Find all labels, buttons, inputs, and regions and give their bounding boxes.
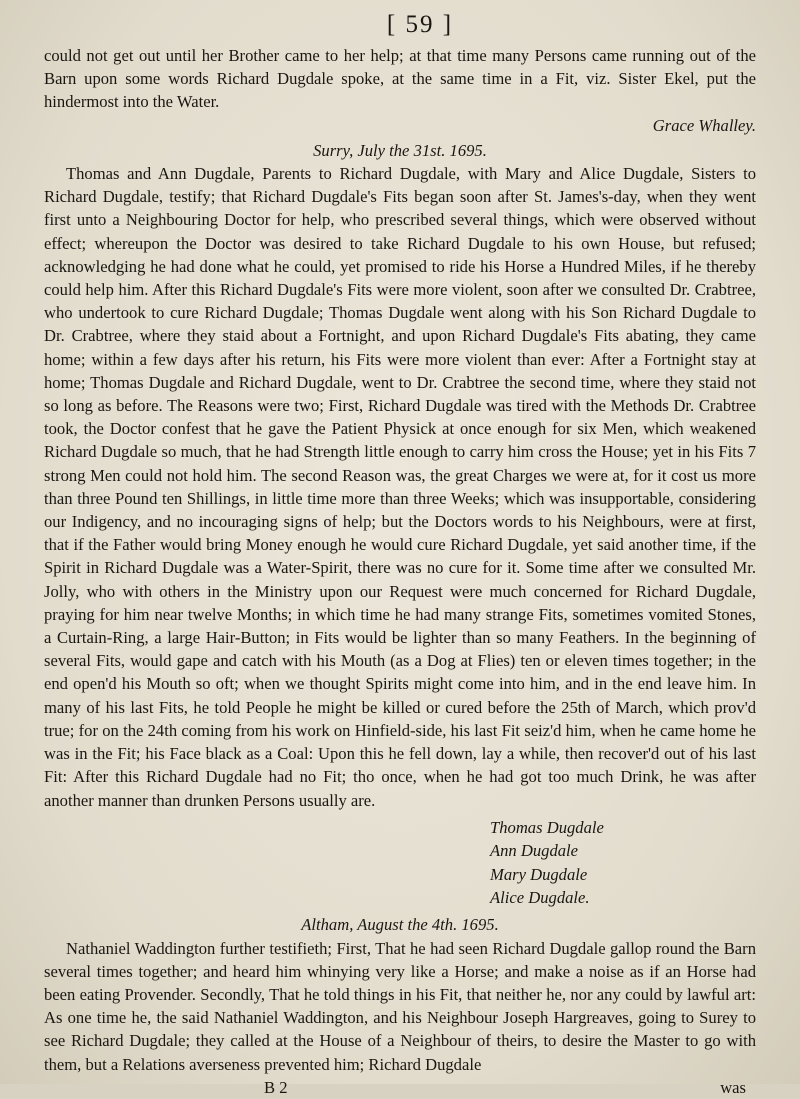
page-number: [ 59 ] [386,11,454,38]
date-heading-altham: Altham, August the 4th. 1695. [301,915,499,935]
signers-list [490,816,756,910]
date-heading-surry: Surry, July the 31st. 1695. [313,140,487,160]
catchword-line [44,1076,756,1099]
signer-name: Alice Dugdale. [490,887,590,907]
top-signature: Grace Whalley. [652,115,756,135]
signer-name: Mary Dugdale [490,864,588,884]
testimony-paragraph-dugdale: Thomas and Ann Dugdale, Parents to Richard Dugdale, with Mary and Alice Dugdale, Sisters to Richard Dugdale, testify; that Richard Dugdale's Fits began soon after St. James's-day, when they went first unto a Neighbouring Doctor for help, who prescribed several things, which were observed without effect; whereupon the Doctor was desired to take Richard Dugdale to his own House, but refused; acknowledging he had done what he could, yet promised to ride his Horse a Hundred Miles, if he thereby could help him. After this Richard Dugdale's Fits were more violent, soon after we consulted Dr. Crabtree, who undertook to cure Richard Dugdale; Thomas Dugdale went along with his Son Richard Dugdale to Dr. Crabtree, where they staid about a Fortnight, and upon Richard Dugdale's Fits abating, they came home; within a few days after his return, his Fits were more violent than ever: After a Fortnight stay at home; Thomas Dugdale and Richard Dugdale, went to Dr. Crabtree the second time, where they staid not so long as before. The Reasons were two; First, Richard Dugdale was tired with the Methods Dr. Crabtree took, the Doctor confest that he gave the Patient Physick at once enough for six Men, which weakened Richard Dugdale so much, that he had Strength little enough to carry him cross the House; yet in his Fits 7 strong Men could not hold him. The second Reason was, the great Charges we were at, for it cost us more than three Pound ten Shillings, in little time more than three Weeks; which was insupportable, considering our Indigency, and no incouraging signs of help; but the Doctors words to his Neighbours, were at first, that if the Father would bring Money enough he would cure Richard Dugdale, yet said another time, if the Spirit in Richard Dugdale was a Water-Spirit, there was no cure for it. Some time after we consulted Mr. Jolly, who with others in the Ministry upon our Request were much concerned for Richard Dugdale, praying for him near twelve Months; in which time he had many strange Fits, sometimes vomited Stones, a Curtain-Ring, a large Hair-Button; in Fits would be lighter than so many Feathers. In the beginning of several Fits, would gape and catch with his Mouth (as a Dog at Flies) ten or eleven times together; in the end open'd his Mouth so oft; when we thought Spirits might come into him, and in the end leave him. In many of his last Fits, he told People he might be killed or cured before the 25th of March, which prov'd true; for on the 24th coming from his work on Hinfield-side, his last Fit seiz'd him, when he came home he was in the Fit; his Face black as a Coal: Upon this he fell down, lay a while, then recover'd out of his last Fit: After this Richard Dugdale had no Fit; tho once, when he had got too much Drink, he was after another manner than drunken Persons usually are. [44,164,756,810]
signature-mark: B 2 [264,1077,288,1097]
testimony-paragraph-waddington: Nathaniel Waddington further testifieth; First, That he had seen Richard Dugdale gallop round the Barn several times together; and heard him whinying very like a Horse; and make a noise as if an Horse had been eating Provender. Secondly, That he told things in his Fit, that neither he, nor any could by lawful art: As one time he, the said Nathaniel Waddington, and his Neighbour Joseph Hargreaves, going to Surey to see Richard Dugdale; they called at the House of a Neighbour of theirs, to desire the Master to go with them, but a Relations averseness prevented him; Richard Dugdale [44,938,756,1074]
signer-name: Ann Dugdale [490,841,579,861]
catchword: was [720,1077,746,1097]
signer-name: Thomas Dugdale [490,817,604,837]
top-paragraph: could not get out until her Brother came to her help; at that time many Persons came running out of the Barn upon some words Richard Dugdale spoke, at the same time in a Fit, viz. Sister Ekel, put the hindermost into the Water. [44,46,756,112]
